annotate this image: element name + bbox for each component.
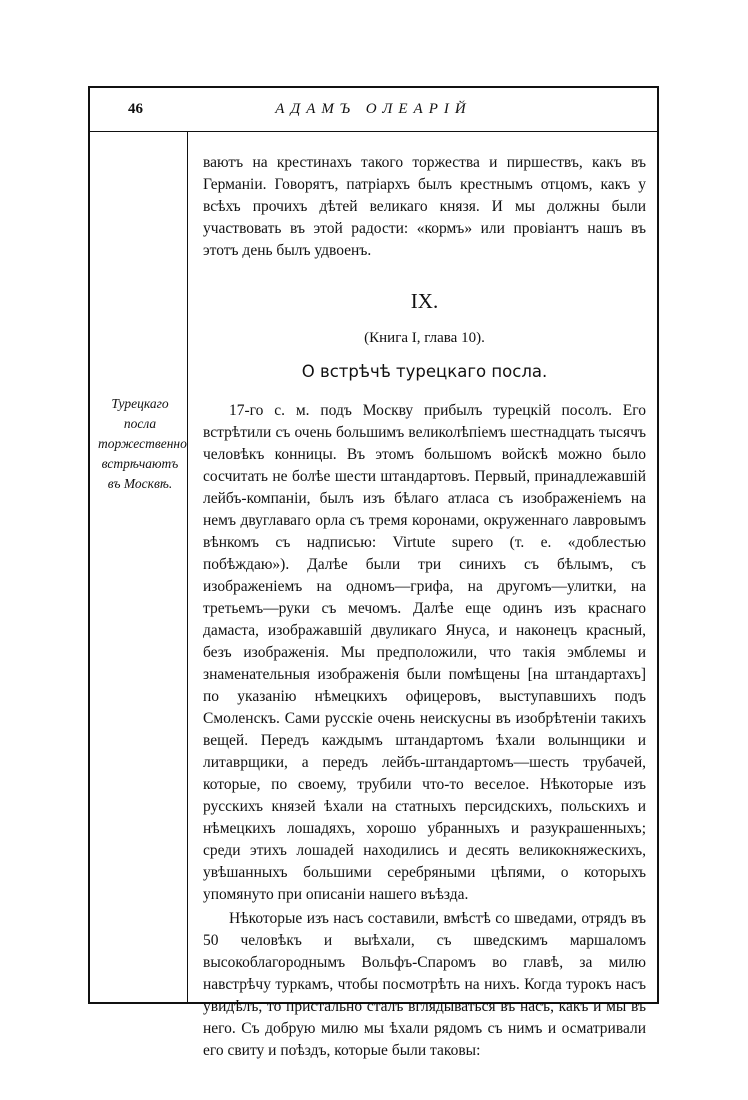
page-frame	[88, 86, 659, 1059]
paragraph: 17-го с. м. подъ Москву прибылъ турецкій посолъ. Его встрѣтили съ очень большимъ великолѣпіемъ шестнадцать тысячъ человѣкъ конницы. Въ этомъ большомъ войскѣ можно было сосчитать не болѣе шести штандартовъ. Первый, принадлежавшій лейбъ-компаніи, былъ изъ бѣлаго атласа съ изображеніемъ на немъ двуглаваго орла съ тремя коронами, окруженнаго лавровымъ вѣнкомъ съ надписью: Virtute supero (т. е. «доблестью побѣждаю»). Далѣе были три синихъ съ бѣлымъ, съ изображеніемъ на одномъ—грифа, на другомъ—улитки, на третьемъ—руки съ мечомъ. Далѣе еще одинъ изъ краснаго дамаста, изображавшій двуликаго Януса, и наконецъ красный, безъ изображенія. Мы предположили, что такія эмблемы и знаменательныя изображенія были помѣщены [на штандартахъ] по указанію нѣмецкихъ офицеровъ, выступавшихъ подъ Смоленскъ. Сами русскіе очень неискусны въ изобрѣтеніи такихъ вещей. Передъ каждымъ штандартомъ ѣхали волынщики и литаврщики, а передъ лейбъ-штандартомъ—шесть трубачей, которые, по своему, трубили что-то веселое. Нѣкоторые изъ русскихъ князей ѣхали на статныхъ персидскихъ, польскихъ и нѣмецкихъ лошадяхъ, хорошо убранныхъ и разукрашенныхъ; среди этихъ лошадей находились и десять великокняжескихъ, увѣшанныхъ большими серебряными цѣпями, о которыхъ упомянуто при описаніи нашего въѣзда.	[203, 402, 646, 903]
chapter-reference: (Книга I, глава 10).	[364, 330, 485, 346]
chapter-number: IX.	[410, 289, 439, 313]
margin-divider	[187, 132, 188, 1002]
page-number: 46	[128, 101, 143, 117]
margin-note: Турецкаго посла торжественно встрѣчаютъ въ Москвѣ.	[98, 396, 187, 491]
paragraph: Нѣкоторые изъ насъ составили, вмѣстѣ со шведами, отрядъ въ 50 человѣкъ и выѣхали, съ шведскимъ маршаломъ высокоблагороднымъ Вольфъ-Спаромъ во главѣ, за милю навстрѣчу туркамъ, чтобы посмотрѣть на нихъ. Когда турокъ насъ увидѣлъ, то пристально сталъ вглядываться въ насъ, какъ и мы въ него. Съ добрую милю мы ѣхали рядомъ съ нимъ и осматривали его свиту и поѣздъ, которые были таковы:	[203, 910, 646, 1059]
running-title: АДАМЪ ОЛЕАРІЙ	[275, 101, 472, 117]
continuation-paragraph: ваютъ на крестинахъ такого торжества и пиршествъ, какъ въ Германіи. Говорятъ, патріархъ былъ крестнымъ отцомъ, какъ у всѣхъ прочихъ дѣтей великаго князя. И мы должны были участвовать въ этой радости: «кормъ» или провіантъ нашъ въ этотъ день былъ удвоенъ.	[203, 154, 646, 259]
chapter-title: О встрѣчѣ турецкаго посла.	[301, 362, 548, 381]
page-header	[90, 88, 657, 132]
main-text	[203, 152, 646, 1062]
